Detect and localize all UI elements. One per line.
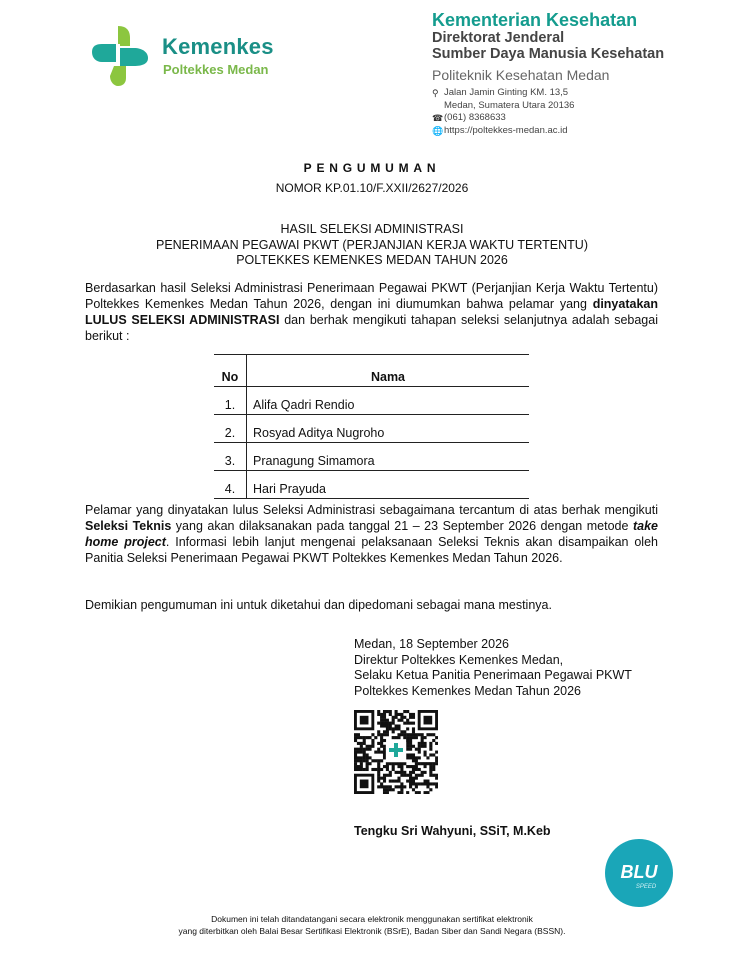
table-row bbox=[214, 443, 529, 471]
row-number: 4. bbox=[214, 471, 247, 499]
letterhead bbox=[432, 10, 732, 137]
heading-line1: HASIL SELEKSI ADMINISTRASI bbox=[280, 222, 464, 236]
phone-number: (061) 8368633 bbox=[444, 112, 506, 123]
address-line2: Medan, Sumatera Utara 20136 bbox=[444, 99, 575, 111]
announcement-label: PENGUMUMAN bbox=[303, 161, 441, 175]
intro-bold-status: LULUS SELEKSI ADMINISTRASI bbox=[85, 313, 280, 327]
column-header-no: No bbox=[214, 355, 247, 387]
table-row bbox=[214, 471, 529, 499]
candidate-name: Pranagung Simamora bbox=[247, 443, 530, 471]
document-heading bbox=[0, 222, 744, 269]
signer-title-line2: Selaku Ketua Panitia Penerimaan Pegawai PKWT bbox=[354, 668, 632, 682]
ministry-name: Kementerian Kesehatan bbox=[432, 10, 638, 30]
para2-text: Pelamar yang dinyatakan lulus Seleksi Administrasi sebagaimana tercantum di atas berhak mengikuti bbox=[85, 503, 658, 517]
phone-icon: ☎ bbox=[432, 113, 444, 123]
candidate-name: Hari Prayuda bbox=[247, 471, 530, 499]
address-line1: Jalan Jamin Ginting KM. 13,5 bbox=[444, 87, 569, 98]
contact-block bbox=[432, 87, 732, 137]
directorate-line2: Sumber Daya Manusia Kesehatan bbox=[432, 46, 665, 62]
row-number: 1. bbox=[214, 387, 247, 415]
table-header-row bbox=[214, 355, 529, 387]
intro-text: Berdasarkan hasil Seleksi Administrasi Penerimaan Pegawai PKWT (Perjanjian Kerja Waktu Tertentu) Poltekkes Kemenkes Medan Tahun 2026, dengan ini diumumkan bahwa pelamar yang bbox=[85, 281, 658, 311]
institution-name: Politeknik Kesehatan Medan bbox=[432, 67, 610, 83]
kemenkes-logo-icon bbox=[88, 22, 154, 88]
candidate-name: Rosyad Aditya Nugroho bbox=[247, 415, 530, 443]
intro-paragraph bbox=[85, 280, 658, 344]
para2-method: take home project bbox=[85, 519, 658, 549]
intro-text-end: dan berhak mengikuti tahapan seleksi selanjutnya adalah sebagai berikut : bbox=[85, 313, 658, 343]
row-number: 3. bbox=[214, 443, 247, 471]
para2-bold-technical: Seleksi Teknis bbox=[85, 519, 172, 533]
logo-title: Kemenkes bbox=[162, 34, 274, 59]
heading-line2: PENERIMAAN PEGAWAI PKWT (PERJANJIAN KERJA WAKTU TERTENTU) bbox=[155, 237, 588, 252]
website-link[interactable]: https://poltekkes-medan.ac.id bbox=[444, 124, 568, 136]
badge-subtext: SPEED bbox=[635, 884, 657, 890]
table-row bbox=[214, 415, 529, 443]
directorate-line1: Direktorat Jenderal bbox=[432, 30, 565, 46]
signer-name: Tengku Sri Wahyuni, SSiT, M.Keb bbox=[354, 824, 551, 838]
closing-paragraph: Demikian pengumuman ini untuk diketahui dan dipedomani sebagai mana mestinya. bbox=[85, 598, 552, 612]
signer-title-line3: Poltekkes Kemenkes Medan Tahun 2026 bbox=[354, 683, 582, 698]
blu-speed-badge bbox=[604, 838, 674, 908]
qr-code-signature bbox=[354, 710, 438, 794]
globe-icon: 🌐 bbox=[432, 125, 444, 136]
logo-subtitle: Poltekkes Medan bbox=[163, 62, 269, 77]
signature-block bbox=[354, 637, 632, 699]
intro-bold-declared: dinyatakan bbox=[592, 297, 658, 311]
e-signature-footer bbox=[0, 913, 744, 937]
heading-line3: POLTEKKES KEMENKES MEDAN TAHUN 2026 bbox=[236, 253, 508, 267]
passed-candidates-table bbox=[214, 354, 529, 499]
para2-text-end: . Informasi lebih lanjut mengenai pelaksanaan Seleksi Teknis akan disampaikan oleh Panitia Seleksi Penerimaan Pegawai PKWT Poltekkes Kemenkes Medan Tahun 2026. bbox=[85, 535, 658, 565]
badge-text: BLU bbox=[620, 862, 658, 882]
location-pin-icon: ⚲ bbox=[432, 88, 439, 98]
footer-line1: Dokumen ini telah ditandatangani secara elektronik menggunakan sertifikat elektronik bbox=[211, 914, 533, 924]
para2-text-mid: yang akan dilaksanakan pada tanggal 21 – 23 September 2026 dengan metode bbox=[171, 519, 633, 533]
row-number: 2. bbox=[214, 415, 247, 443]
column-header-name: Nama bbox=[247, 355, 530, 387]
table-row bbox=[214, 387, 529, 415]
technical-selection-paragraph bbox=[85, 502, 658, 566]
place-date: Medan, 18 September 2026 bbox=[354, 637, 509, 651]
footer-line2: yang diterbitkan oleh Balai Besar Sertifikasi Elektronik (BSrE), Badan Siber dan Sandi Negara (BSSN). bbox=[178, 926, 566, 936]
signer-title-line1: Direktur Poltekkes Kemenkes Medan, bbox=[354, 652, 564, 667]
document-number: NOMOR KP.01.10/F.XXII/2627/2026 bbox=[275, 181, 469, 195]
candidate-name: Alifa Qadri Rendio bbox=[247, 387, 530, 415]
